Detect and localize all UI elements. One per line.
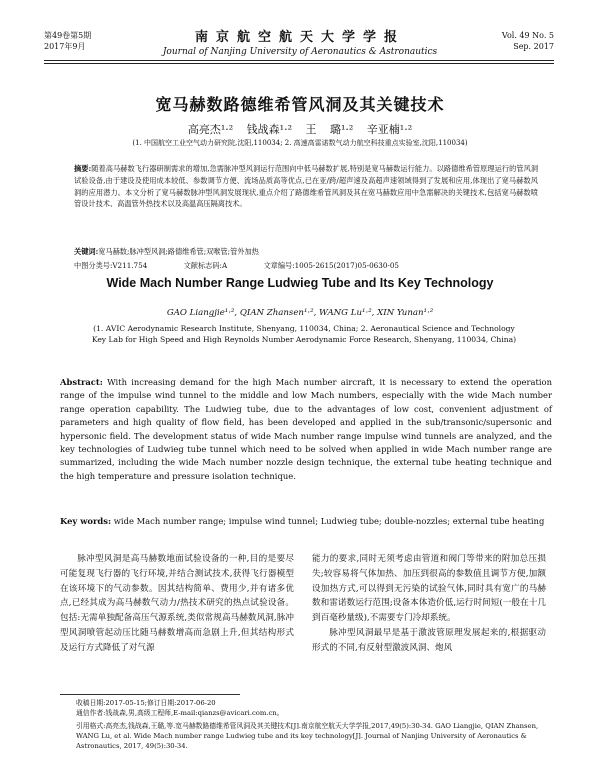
affiliation-en: (1. AVIC Aerodynamic Research Institute, Shenyang, 110034, China; 2. Aeronautical Science and Technology Key Lab for High Speed and High Reynolds Number Aerodynamic Force Research, Shenyang, 110034, China): [91, 324, 517, 344]
keywords-cn-label: 关键词:: [74, 247, 99, 256]
abstract-en: [60, 376, 552, 483]
keywords-en-text: wide Mach number range; impulse wind tunnel; Ludwieg tube; double-nozzles; external tube heating: [113, 516, 545, 526]
footnote-author: 通信作者:钱战森,男,高级工程师,E-mail:qianzs@avicari.com.cn。: [76, 709, 284, 717]
journal-title-en: Journal of Nanjing University of Aeronautics & Astronautics: [162, 47, 438, 57]
keywords-cn: [74, 246, 538, 257]
paper-title-cn: 宽马赫数路德维希管风洞及其关键技术: [155, 95, 445, 114]
journal-title-cn: 南京航空航天大学学报: [194, 30, 405, 45]
header-rule-thin: [44, 63, 554, 64]
footnote-rule: [60, 694, 240, 695]
header-date-cn: 2017年9月: [44, 42, 86, 51]
header-rule: [44, 60, 554, 61]
header-volume-cn: 第49卷第5期: [44, 31, 92, 40]
header-right: [502, 30, 554, 52]
authors-en: GAO Liangjie¹·², QIAN Zhansen¹·², WANG Lu¹·², XIN Yunan¹·²: [166, 308, 434, 318]
abstract-en-text: With increasing demand for the high Mach number aircraft, it is necessary to extend the operation range of the impulse wind tunnel to the middle and low Mach numbers, especially with the wide Mach number range operation capability. The Ludwieg tube, due to the advantages of low cost, convenient adjustment of parameters and high quality of flow field, has been developed and applied in the sub/transonic/supersonic and hypersonic field. The development status of wide Mach number range impulse wind tunnels are analyzed, and the key technologies of Ludwieg tube tunnel which need to be solved when applied in wide Mach number range are summarized, including the wide Mach number nozzle design technique, the external tube heating technique and the high temperature and pressure isolation technique.: [60, 377, 552, 481]
keywords-en-label: Key words:: [60, 516, 112, 526]
document-code: 文献标志码:A: [183, 261, 228, 270]
abstract-cn-text: 随着高马赫数飞行器研制需求的增加,急需脉冲型风洞运行范围向中低马赫数扩展,特别是宽马赫数运行能力。以路德维希管原理运行的管风洞试验设备,由于建设及使用成本较低、参数调节方便、流场品质高等优点,已在亚/跨/超声速及高超声速领域得到了发展和应用,体现出了宽马赫数风洞的应用潜力。本文分析了宽马赫数脉冲型风洞发展现状,重点介绍了路德维希管风洞及其在宽马赫数应用中急需解决的关键技术,包括宽马赫数喷管设计技术、高温管外热技术以及高温高压隔离技术。: [74, 164, 539, 209]
header-volume-en: Vol. 49 No. 5: [501, 31, 554, 40]
classification-row: [74, 260, 538, 271]
footnote-block: [76, 698, 554, 718]
keywords-cn-text: 宽马赫数;脉冲型风洞;路德维希管;双喉管;管外加热: [98, 247, 259, 256]
body-column-right: [312, 552, 546, 656]
paper-title-en: Wide Mach Number Range Ludwieg Tube and Its Key Technology: [106, 276, 494, 290]
abstract-en-label: Abstract:: [60, 377, 103, 387]
body-column-left: 脉冲型风洞是高马赫数地面试验设备的一种,目的是要尽可能复现飞行器的飞行环境,并结合测试技术,获得飞行器模型在该环境下的气动参数。因其结构简单、费用少,并有诸多优点,已经其成为高马赫数气动力/热技术研究的热点试验设备。包括:无需单独配备高压气源系统,类似常规高马赫数风洞,脉冲型风洞喷管起动压比随马赫数增高而急剧上升,但其结构形式及运行方式降低了对气源: [60, 554, 294, 653]
authors-cn: 高亮杰¹·² 钱战森¹·² 王 璐¹·² 辛亚楠¹·²: [187, 123, 413, 136]
abstract-cn-label: 摘要:: [74, 164, 92, 173]
citation: 引用格式:高亮杰,钱战森,王璐,等.宽马赫数路德维希管风洞及其关键技术[J].南京航空航天大学学报,2017,49(5):30-34. GAO Liangjie, QIAN Zhansen, WANG Lu, et al. Wide Mach number range Ludwieg tube and its key technology[J]. Journal of Nanjing University of Aeronautics & Astronautics, 2017, 49(5):30-34.: [76, 722, 539, 750]
article-number: 文章编号:1005-2615(2017)05-0630-05: [263, 261, 399, 270]
keywords-en: [60, 515, 552, 528]
clc-number: 中图分类号:V211.754: [74, 261, 148, 270]
footnote-dates: 收稿日期:2017-05-15;修订日期:2017-06-20: [76, 699, 216, 707]
abstract-cn: [74, 163, 538, 210]
affiliation-cn: (1. 中国航空工业空气动力研究院,沈阳,110034; 2. 高速高雷诺数气动力航空科技重点实验室,沈阳,110034): [132, 139, 468, 147]
body-paragraph: 脉冲型风洞最早是基于激波管原理发展起来的,根据驱动形式的不同,有反射型激波风洞、炮风: [312, 627, 546, 653]
body-paragraph: 能力的要求,同时无须考虑由管道和阀门等带来的附加总压损失;较容易将气体加热、加压到很高的参数值且调节方便,加额设加热方式,可以得到无污染的试验气体,同时具有宽广的马赫数和雷诺数运行范围;设备本体造价低,运行时间短(一般在十几到百毫秒量级),不需要专门冷却系统。: [312, 554, 546, 624]
header-date-en: Sep. 2017: [513, 42, 554, 51]
